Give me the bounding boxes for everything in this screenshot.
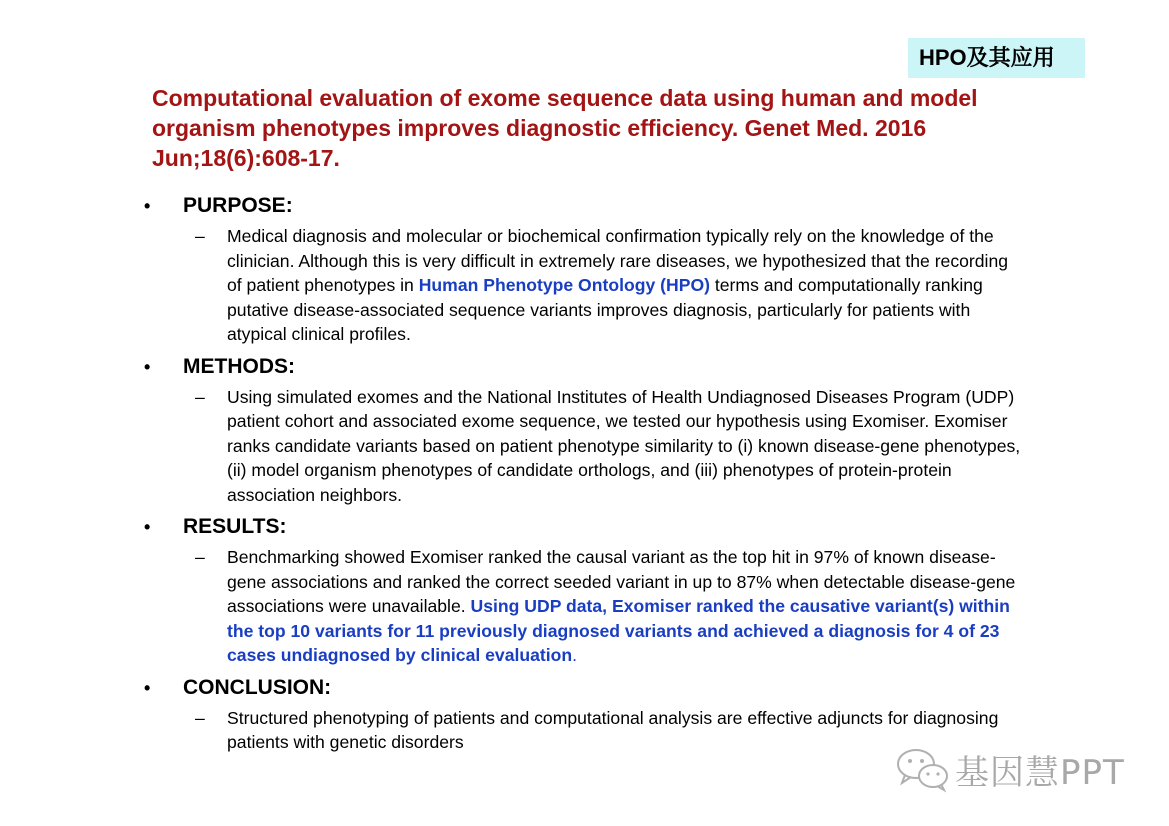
dash: – <box>195 386 205 407</box>
watermark <box>895 745 1125 793</box>
conclusion-text: Structured phenotyping of patients and computational analysis are effective adjuncts for diagnosing patients with genetic disorders <box>227 707 999 752</box>
bullet: • <box>144 677 151 698</box>
section-methods <box>0 353 1169 508</box>
section-heading <box>0 353 1169 381</box>
abstract-body <box>0 190 1169 761</box>
purpose-text-b: terms and computationally ranking putative disease-associated sequence variants improves diagnosis, particularly for patients with atypical clinical profiles. <box>227 275 983 344</box>
methods-text: Using simulated exomes and the National Institutes of Health Undiagnosed Diseases Program (UDP) patient cohort and associated exome sequence, we tested our hypothesis using Exomiser. Exomiser ranks candidate variants based on patient phenotype similarity to (i) known disease-gene phenotypes, (ii) model organism phenotypes of candidate orthologs, and (iii) phenotypes of protein-protein association neighbors. <box>227 386 1021 505</box>
paper-title: Computational evaluation of exome sequence data using human and model organism phenotypes improves diagnostic efficiency. Genet Med. 2016 Jun;18(6):608-17. <box>152 85 978 171</box>
heading-label: METHODS: <box>183 354 295 378</box>
section-heading <box>0 513 1169 541</box>
section-results <box>0 513 1169 668</box>
heading-label: PURPOSE: <box>183 194 293 217</box>
section-heading <box>0 192 1169 220</box>
bullet: • <box>144 196 151 216</box>
section-text <box>0 385 1027 508</box>
results-text-b: . <box>572 645 578 665</box>
section-purpose <box>0 192 1169 347</box>
bullet: • <box>144 356 151 377</box>
udp-highlight: Using UDP data, Exomiser ranked the causative variant(s) within the top 10 variants for 11 previously diagnosed variants and achieved a diagnosis for 4 of 23 cases undiagnosed by clinical evaluation <box>227 596 1010 665</box>
dash: – <box>195 547 205 567</box>
section-heading <box>0 674 1169 702</box>
section-text <box>0 545 1027 668</box>
dash: – <box>195 707 205 728</box>
hpo-highlight: Human Phenotype Ontology (HPO) <box>418 275 710 295</box>
wechat-icon <box>895 745 951 793</box>
heading-label: CONCLUSION: <box>183 675 332 699</box>
purpose-text-a: Medical diagnosis and molecular or biochemical confirmation typically rely on the knowledge of the clinician. Although this is very difficult in extremely rare diseases, we hypothesized that the recording of patient phenotypes in <box>227 226 1009 295</box>
results-text-a: Benchmarking showed Exomiser ranked the causal variant as the top hit in 97% of known disease-gene associations and ranked the correct seeded variant in up to 87% when detectable disease-gene associations were unavailable. <box>227 547 1016 616</box>
section-text <box>0 224 1027 347</box>
topic-tag: HPO及其应用 <box>908 38 1085 78</box>
dash: – <box>195 226 205 246</box>
watermark-text: 基因慧PPT <box>955 752 1125 793</box>
heading-label: RESULTS: <box>183 515 287 538</box>
section-conclusion <box>0 674 1169 755</box>
bullet: • <box>144 517 151 537</box>
section-text <box>0 706 1027 755</box>
